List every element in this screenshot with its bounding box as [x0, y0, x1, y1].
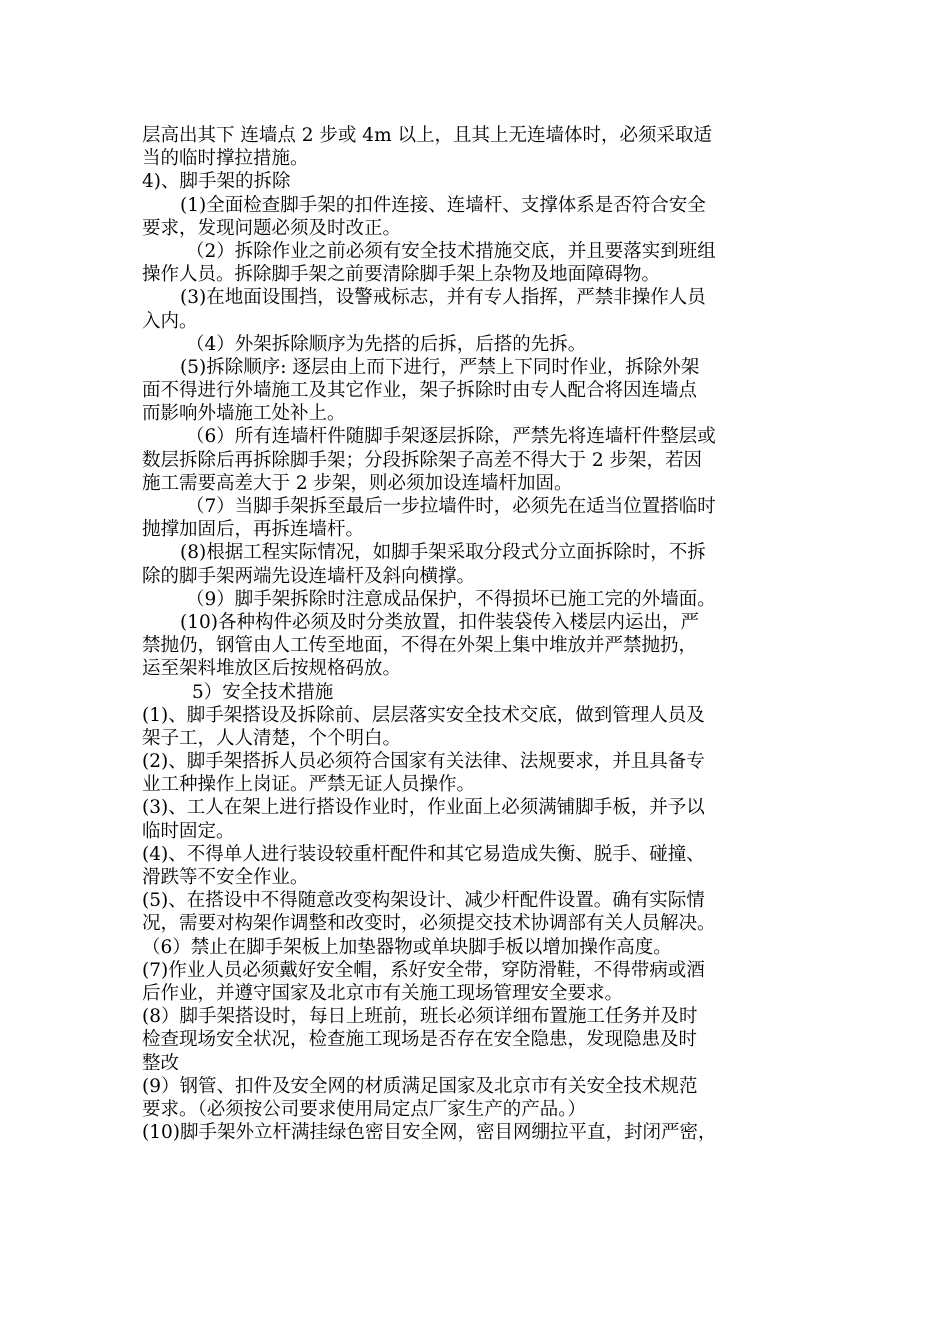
text-line: （6）禁止在脚手架板上加垫器物或单块脚手板以增加操作高度。 [142, 936, 672, 958]
text-line: (10)各种构件必须及时分类放置，扣件装袋传入楼层内运出，严 [180, 611, 699, 633]
text-line: (5)、在搭设中不得随意改变构架设计、减少杆配件设置。确有实际情 [142, 890, 705, 912]
text-line: （7）当脚手架拆至最后一步拉墙件时，必须先在适当位置搭临时 [186, 496, 716, 517]
text-line: （9）脚手架拆除时注意成品保护，不得损坏已施工完的外墙面。 [186, 588, 716, 610]
text-line: 而影响外墙施工处补上。 [142, 403, 346, 425]
text-line: (9）钢管、扣件及安全网的材质满足国家及北京市有关安全技术规范 [142, 1075, 698, 1097]
text-line: 检查现场安全状况，检查施工现场是否存在安全隐患，发现隐患及时 [142, 1029, 698, 1051]
text-line: (7)作业人员必须戴好安全帽，系好安全带，穿防滑鞋，不得带病或酒 [142, 959, 705, 981]
text-line: 数层拆除后再拆除脚手架；分段拆除架子高差不得大于 2 步架，若因 [142, 449, 703, 471]
text-line: 操作人员。拆除脚手架之前要清除脚手架上杂物及地面障碍物。 [142, 264, 661, 286]
text-line: （6）所有连墙杆件随脚手架逐层拆除，严禁先将连墙杆件整层或 [186, 426, 716, 448]
text-line: 除的脚手架两端先设连墙杆及斜向横撑。 [142, 565, 476, 587]
document-body [142, 124, 822, 1144]
text-line: 禁抛仍，钢管由人工传至地面，不得在外架上集中堆放并严禁抛扔， [142, 635, 698, 657]
text-line: 业工种操作上岗证。严禁无证人员操作。 [142, 774, 476, 796]
text-line: （4）外架拆除顺序为先搭的后拆，后搭的先拆。 [186, 333, 587, 355]
text-line: (3)、工人在架上进行搭设作业时，作业面上必须满铺脚手板，并予以 [142, 797, 705, 819]
text-line: (10)脚手架外立杆满挂绿色密目安全网，密目网绷拉平直，封闭严密， [142, 1122, 717, 1144]
text-line: 要求，发现问题必须及时改正。 [142, 217, 402, 239]
text-line: 5）安全技术措施 [192, 681, 334, 703]
text-line: 施工需要高差大于 2 步架，则必须加设连墙杆加固。 [142, 472, 573, 494]
text-line: 层高出其下 连墙点 2 步或 4m 以上，且其上无连墙体时，必须采取适 [142, 125, 712, 146]
text-line: (4)、不得单人进行装设较重杆配件和其它易造成失衡、脱手、碰撞、 [142, 843, 705, 865]
text-line: (5)拆除顺序: 逐层由上而下进行，严禁上下同时作业，拆除外架 [180, 356, 700, 378]
text-line: 临时固定。 [142, 820, 235, 842]
text-line: 运至架料堆放区后按规格码放。 [142, 658, 402, 680]
text-line: 况，需要对构架作调整和改变时，必须提交技术协调部有关人员解决。 [142, 913, 716, 935]
text-line: 入内。 [142, 310, 198, 332]
text-line: (8）脚手架搭设时，每日上班前，班长必须详细布置施工任务并及时 [142, 1006, 698, 1028]
text-line: 4)、脚手架的拆除 [142, 171, 291, 193]
text-line: 面不得进行外墙施工及其它作业，架子拆除时由专人配合将因连墙点 [142, 380, 698, 402]
text-line: 整改 [142, 1052, 180, 1074]
text-line: 要求。（必须按公司要求使用局定点厂家生产的产品。） [142, 1098, 587, 1120]
text-line: (1)全面检查脚手架的扣件连接、连墙杆、支撑体系是否符合安全 [180, 194, 706, 216]
text-line: (8)根据工程实际情况，如脚手架采取分段式分立面拆除时，不拆 [180, 542, 706, 564]
text-line: 滑跌等不安全作业。 [142, 867, 309, 888]
text-line: 抛撑加固后，再拆连墙杆。 [142, 519, 365, 541]
text-line: (2)、脚手架搭拆人员必须符合国家有关法律、法规要求，并且具备专 [142, 751, 705, 773]
text-line: (1)、脚手架搭设及拆除前、层层落实安全技术交底，做到管理人员及 [142, 704, 705, 726]
text-line: 后作业，并遵守国家及北京市有关施工现场管理安全要求。 [142, 982, 624, 1004]
text-line: 当的临时撑拉措施。 [142, 148, 309, 170]
text-line: 架子工，人人清楚，个个明白。 [142, 727, 402, 749]
text-line: (3)在地面设围挡，设警戒标志，并有专人指挥，严禁非操作人员 [180, 287, 706, 309]
text-line: （2）拆除作业之前必须有安全技术措施交底，并且要落实到班组 [186, 240, 716, 262]
